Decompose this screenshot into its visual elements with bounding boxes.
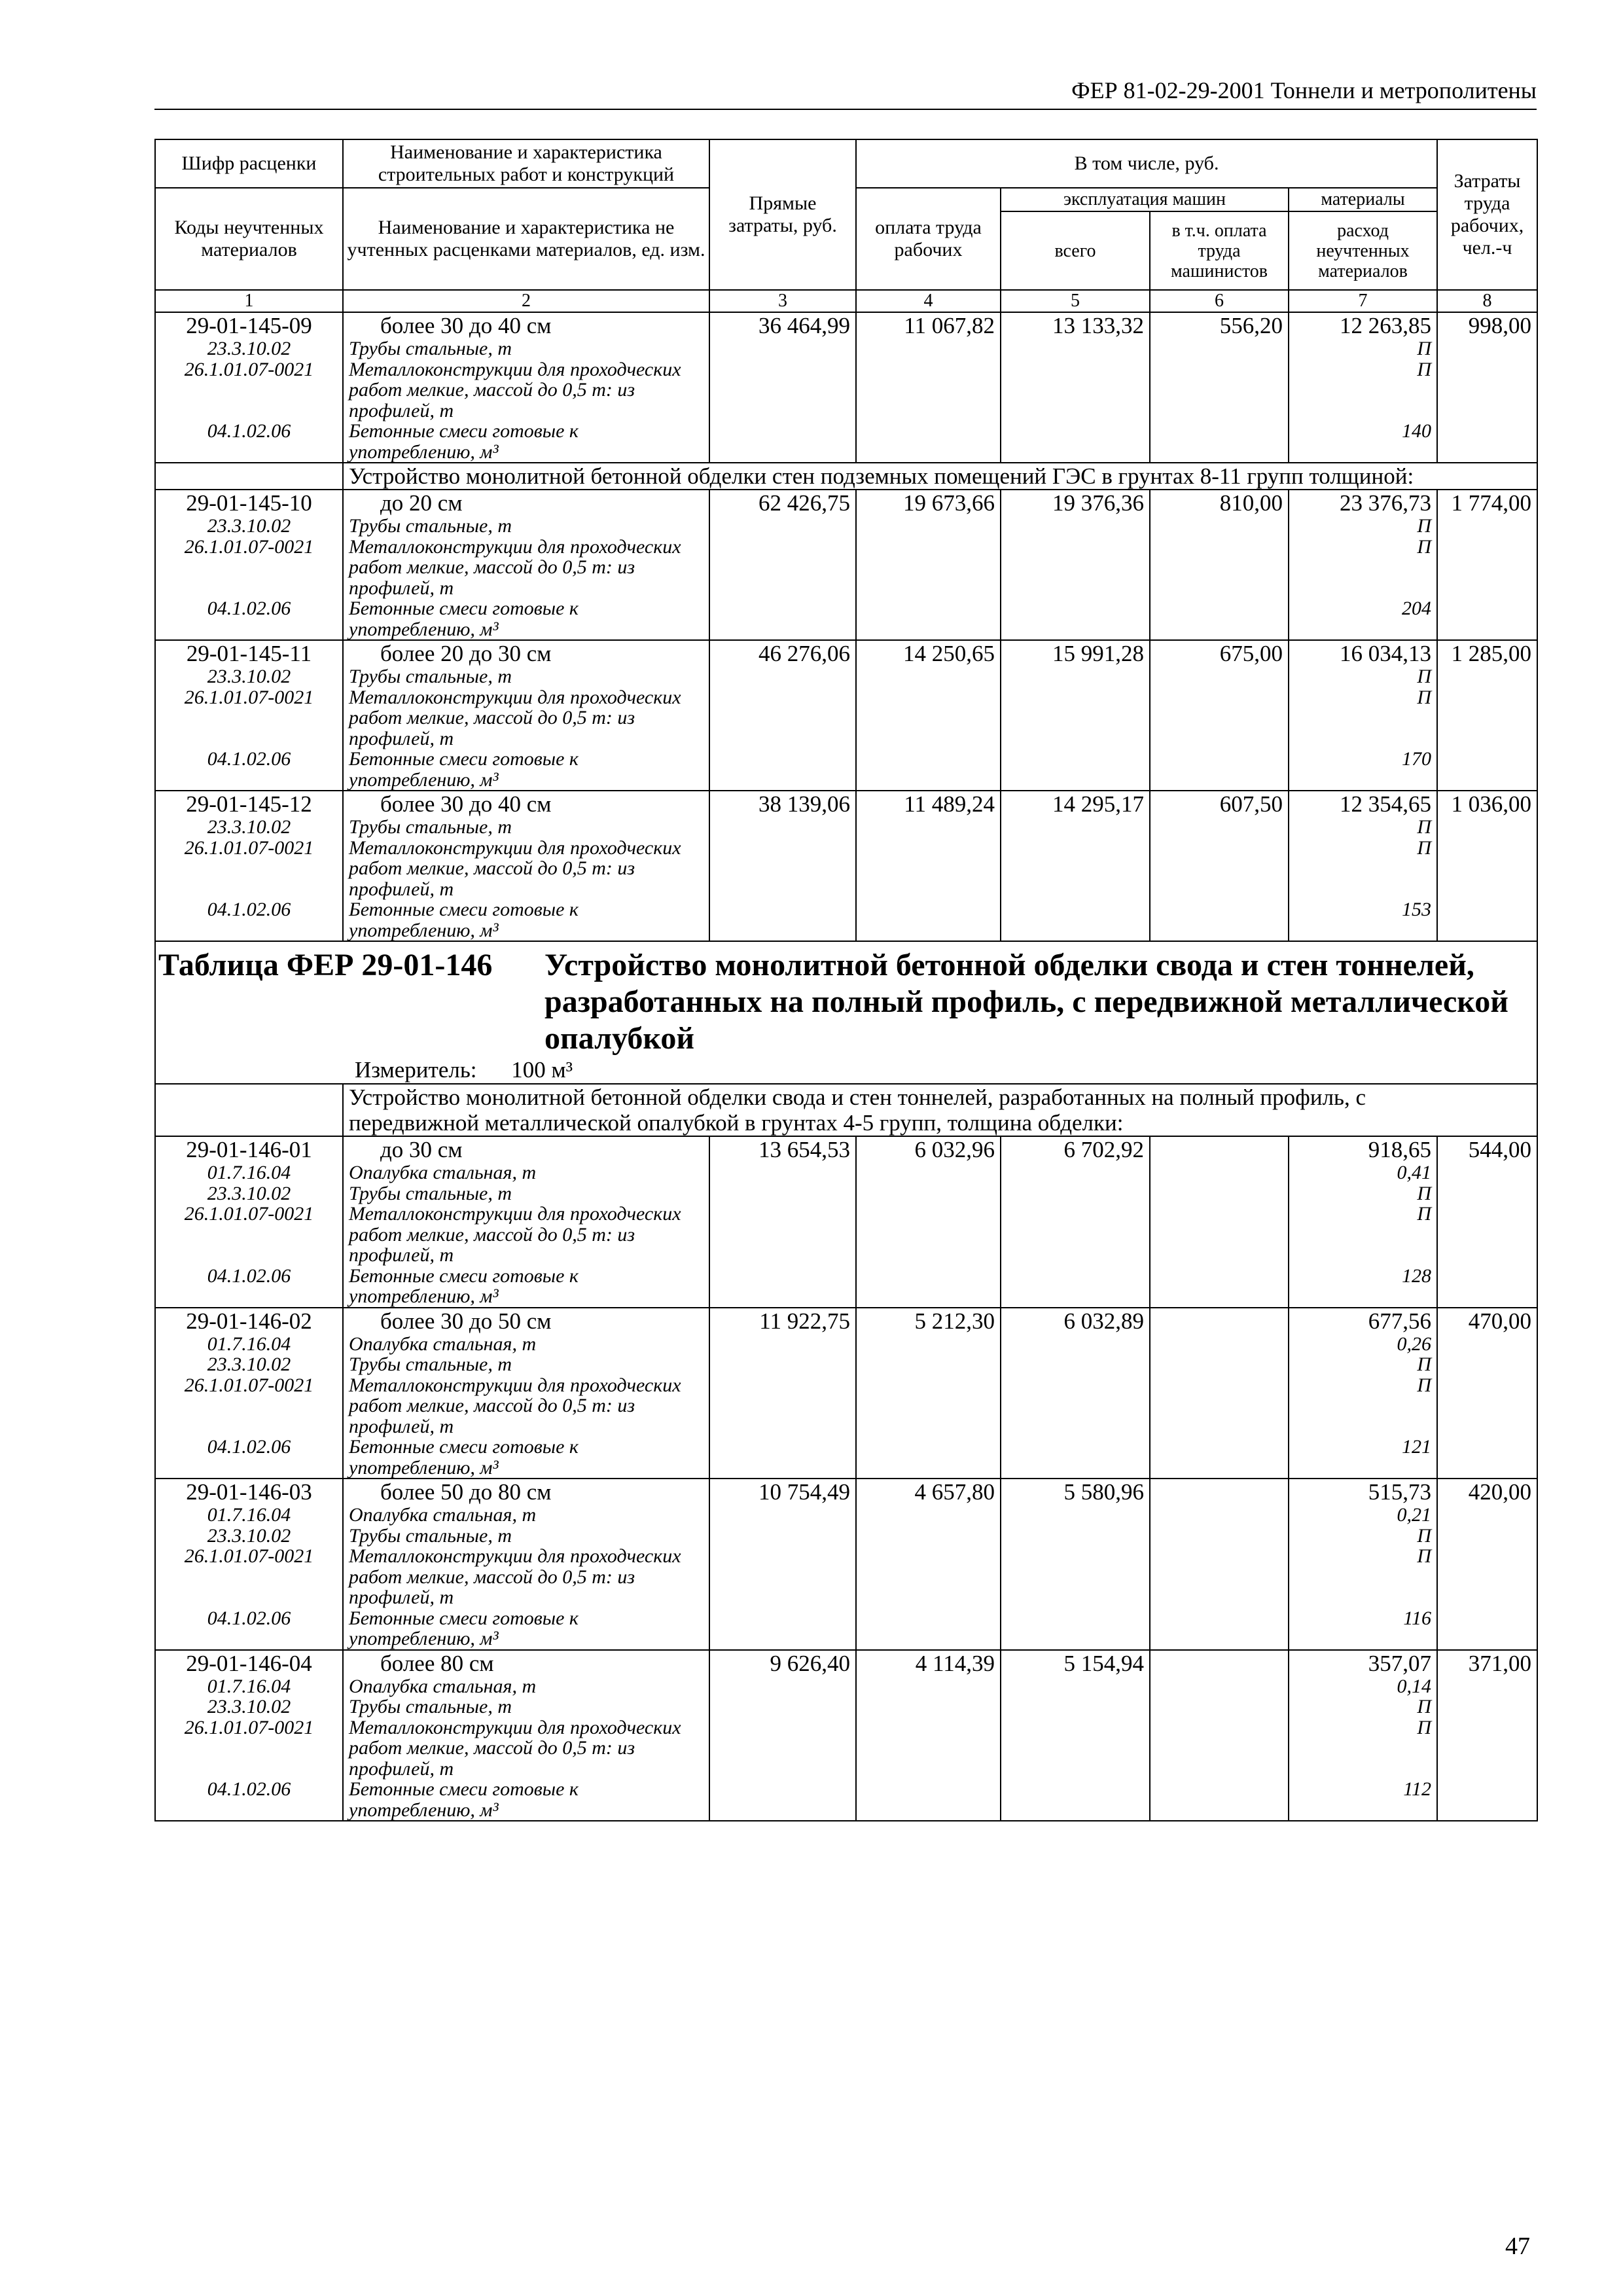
materials-cost: 918,65: [1368, 1137, 1432, 1162]
table-row: [155, 640, 1537, 791]
labor-pay: 5 212,30: [856, 1308, 1001, 1479]
labor-pay: 4 657,80: [856, 1479, 1001, 1650]
direct-cost: 13 654,53: [709, 1136, 856, 1308]
material-name: Бетонные смеси готовые к употреблению, м³: [349, 598, 579, 640]
rate-code: 29-01-145-11: [186, 641, 312, 666]
work-name: более 20 до 30 см: [380, 641, 552, 666]
header-row-1: [155, 139, 1537, 188]
material-name: Бетонные смеси готовые к употреблению, м³: [349, 1778, 579, 1821]
material-code: 04.1.02.06: [207, 420, 291, 442]
work-name: более 30 до 40 см: [380, 791, 552, 817]
machinists-pay: 607,50: [1150, 791, 1289, 941]
rate-code: 29-01-145-10: [186, 490, 312, 516]
col-materials: [1289, 188, 1437, 290]
machines-total: 15 991,28: [1001, 640, 1150, 791]
material-usage: 0,41: [1397, 1162, 1432, 1183]
colnum-5: 5: [1001, 290, 1150, 312]
labor-hours: 998,00: [1437, 312, 1537, 463]
material-name: Трубы стальные, т: [349, 666, 512, 687]
col-materials-label: материалы: [1289, 188, 1436, 212]
table-title-row: [155, 941, 1537, 1084]
work-name: более 50 до 80 см: [380, 1479, 552, 1505]
direct-cost: 11 922,75: [709, 1308, 856, 1479]
col-machines: [1001, 188, 1289, 290]
running-header: [154, 77, 1537, 110]
col-name-materials: Наименование и характеристика не учтенных расценками материалов, ед. изм.: [343, 188, 709, 290]
machines-total: 14 295,17: [1001, 791, 1150, 941]
labor-hours: 1 285,00: [1437, 640, 1537, 791]
material-code: 04.1.02.06: [207, 899, 291, 920]
material-code: 04.1.02.06: [207, 748, 291, 770]
material-usage: П: [1417, 686, 1432, 708]
direct-cost: 38 139,06: [709, 791, 856, 941]
materials-cost: 16 034,13: [1340, 641, 1432, 666]
machinists-pay: [1150, 1136, 1289, 1308]
machines-total: 6 702,92: [1001, 1136, 1150, 1308]
material-usage: П: [1417, 515, 1432, 537]
material-usage: П: [1417, 1374, 1432, 1396]
col-labor-pay: оплата труда рабочих: [856, 188, 1001, 290]
work-name: более 30 до 40 см: [380, 313, 552, 338]
table-row: [155, 1650, 1537, 1821]
direct-cost: 36 464,99: [709, 312, 856, 463]
direct-cost: 9 626,40: [709, 1650, 856, 1821]
col-labor-cost: Затраты труда рабочих, чел.-ч: [1437, 139, 1537, 290]
material-usage: П: [1417, 816, 1432, 838]
material-name: Металлоконструкции для проходческих работ мелкие, массой до 0,5 т: из профилей, т: [349, 1545, 681, 1608]
labor-pay: 4 114,39: [856, 1650, 1001, 1821]
measure: [158, 1057, 1534, 1083]
material-code: 26.1.01.07-0021: [184, 686, 314, 708]
material-usage: 116: [1403, 1607, 1432, 1629]
labor-hours: 1 774,00: [1437, 490, 1537, 640]
material-usage: 121: [1402, 1436, 1432, 1458]
labor-hours: 470,00: [1437, 1308, 1537, 1479]
material-code: 26.1.01.07-0021: [184, 535, 314, 558]
materials-cost: 677,56: [1368, 1308, 1432, 1334]
material-name: Бетонные смеси готовые к употреблению, м³: [349, 1607, 579, 1649]
measure-value: 100 м³: [511, 1057, 573, 1083]
material-code: 26.1.01.07-0021: [184, 836, 314, 859]
material-name: Металлоконструкции для проходческих работ мелкие, массой до 0,5 т: из профилей, т: [349, 686, 681, 749]
material-usage: 0,14: [1397, 1675, 1432, 1697]
colnum-1: 1: [155, 290, 343, 312]
materials-cost: 12 263,85: [1340, 313, 1432, 338]
labor-hours: 544,00: [1437, 1136, 1537, 1308]
machines-total: 6 032,89: [1001, 1308, 1150, 1479]
section-heading-row: [155, 463, 1537, 490]
material-code: 04.1.02.06: [207, 1265, 291, 1287]
col-machinists: в т.ч. оплата труда машинистов: [1171, 220, 1268, 281]
material-name: Трубы стальные, т: [349, 1354, 512, 1375]
material-name: Металлоконструкции для проходческих работ мелкие, массой до 0,5 т: из профилей, т: [349, 358, 681, 422]
col-cipher: Шифр расценки: [155, 139, 343, 188]
section-heading: Устройство монолитной бетонной обделки стен подземных помещений ГЭС в грунтах 8-11 групп толщиной:: [343, 463, 1537, 490]
labor-hours: 1 036,00: [1437, 791, 1537, 941]
rate-code: 29-01-146-01: [186, 1137, 312, 1162]
material-name: Бетонные смеси готовые к употреблению, м³: [349, 420, 579, 463]
material-usage: П: [1417, 1716, 1432, 1738]
material-usage: 112: [1403, 1778, 1432, 1800]
material-usage: 128: [1402, 1265, 1432, 1287]
material-code: 26.1.01.07-0021: [184, 1545, 314, 1567]
material-usage: П: [1417, 1182, 1432, 1204]
material-usage: 0,26: [1397, 1333, 1432, 1355]
material-name: Бетонные смеси готовые к употреблению, м³: [349, 1265, 579, 1307]
material-usage: 153: [1402, 899, 1432, 920]
col-machines-label: эксплуатация машин: [1001, 188, 1288, 212]
col-including: В том числе, руб.: [856, 139, 1437, 188]
table-row: [155, 312, 1537, 463]
table-number: Таблица ФЕР 29-01-146: [158, 948, 493, 982]
material-name: Бетонные смеси готовые к употреблению, м³: [349, 1436, 579, 1479]
col-mat-usage: расход неучтенных материалов: [1316, 220, 1410, 281]
colnum-6: 6: [1150, 290, 1289, 312]
rate-code: 29-01-145-09: [186, 313, 312, 338]
material-usage: П: [1417, 1203, 1432, 1225]
rate-code: 29-01-146-03: [186, 1479, 312, 1505]
materials-cost: 23 376,73: [1340, 490, 1432, 516]
material-code: 01.7.16.04: [207, 1333, 291, 1355]
material-code: 23.3.10.02: [207, 1524, 291, 1547]
machinists-pay: 675,00: [1150, 640, 1289, 791]
section-heading: Устройство монолитной бетонной обделки свода и стен тоннелей, разработанных на полный профиль, с передвижной металлической опалубкой в грунтах 4-5 групп, толщина обделки:: [343, 1084, 1537, 1136]
work-name: более 80 см: [380, 1650, 494, 1676]
material-name: Бетонные смеси готовые к употреблению, м³: [349, 899, 579, 941]
material-usage: 0,21: [1397, 1504, 1432, 1526]
material-name: Трубы стальные, т: [349, 1182, 512, 1204]
machines-total: 5 154,94: [1001, 1650, 1150, 1821]
machines-total: 5 580,96: [1001, 1479, 1150, 1650]
material-code: 04.1.02.06: [207, 1778, 291, 1800]
direct-cost: 62 426,75: [709, 490, 856, 640]
material-name: Металлоконструкции для проходческих работ мелкие, массой до 0,5 т: из профилей, т: [349, 535, 681, 599]
material-usage: П: [1417, 358, 1432, 380]
table-row: [155, 1479, 1537, 1650]
material-name: Трубы стальные, т: [349, 515, 512, 537]
table-row: [155, 1136, 1537, 1308]
direct-cost: 10 754,49: [709, 1479, 856, 1650]
material-code: 23.3.10.02: [207, 1696, 291, 1717]
rate-code: 29-01-145-12: [186, 791, 312, 817]
rate-code: 29-01-146-02: [186, 1308, 312, 1334]
material-usage: П: [1417, 535, 1432, 558]
material-usage: П: [1417, 1524, 1432, 1547]
machinists-pay: [1150, 1479, 1289, 1650]
material-name: Опалубка стальная, т: [349, 1504, 537, 1526]
material-name: Трубы стальные, т: [349, 1696, 512, 1717]
material-code: 26.1.01.07-0021: [184, 358, 314, 380]
material-code: 01.7.16.04: [207, 1504, 291, 1526]
material-code: 23.3.10.02: [207, 816, 291, 838]
material-name: Трубы стальные, т: [349, 338, 512, 359]
labor-pay: 11 489,24: [856, 791, 1001, 941]
colnum-4: 4: [856, 290, 1001, 312]
machinists-pay: [1150, 1650, 1289, 1821]
material-name: Опалубка стальная, т: [349, 1675, 537, 1697]
material-code: 01.7.16.04: [207, 1162, 291, 1183]
materials-cost: 12 354,65: [1340, 791, 1432, 817]
material-name: Металлоконструкции для проходческих работ мелкие, массой до 0,5 т: из профилей, т: [349, 1716, 681, 1780]
material-name: Металлоконструкции для проходческих работ мелкие, массой до 0,5 т: из профилей, т: [349, 836, 681, 900]
colnum-3: 3: [709, 290, 856, 312]
material-usage: П: [1417, 338, 1432, 359]
material-name: Металлоконструкции для проходческих работ мелкие, массой до 0,5 т: из профилей, т: [349, 1203, 681, 1266]
material-code: 04.1.02.06: [207, 598, 291, 619]
labor-pay: 6 032,96: [856, 1136, 1001, 1308]
machines-total: 19 376,36: [1001, 490, 1150, 640]
material-usage: 140: [1402, 420, 1432, 442]
labor-pay: 19 673,66: [856, 490, 1001, 640]
work-name: до 20 см: [380, 490, 463, 516]
machinists-pay: 810,00: [1150, 490, 1289, 640]
material-usage: П: [1417, 1354, 1432, 1375]
rate-code: 29-01-146-04: [186, 1650, 312, 1676]
material-code: 26.1.01.07-0021: [184, 1203, 314, 1225]
col-direct: Прямые затраты, руб.: [709, 139, 856, 290]
material-code: 23.3.10.02: [207, 1182, 291, 1204]
column-numbers-row: [155, 290, 1537, 312]
table-row: [155, 791, 1537, 941]
material-name: Бетонные смеси готовые к употреблению, м³: [349, 748, 579, 791]
material-code: 23.3.10.02: [207, 515, 291, 537]
page-number: 47: [1505, 2233, 1530, 2260]
material-usage: 204: [1402, 598, 1432, 619]
material-name: Опалубка стальная, т: [349, 1333, 537, 1355]
material-usage: 170: [1402, 748, 1432, 770]
labor-pay: 11 067,82: [856, 312, 1001, 463]
material-name: Опалубка стальная, т: [349, 1162, 537, 1183]
material-code: 04.1.02.06: [207, 1607, 291, 1629]
table-title: Устройство монолитной бетонной обделки свода и стен тоннелей, разработанных на полный профиль, с передвижной металлической опалубкой: [544, 948, 1508, 1056]
material-name: Трубы стальные, т: [349, 816, 512, 838]
material-code: 04.1.02.06: [207, 1436, 291, 1458]
machinists-pay: 556,20: [1150, 312, 1289, 463]
materials-cost: 357,07: [1368, 1650, 1432, 1676]
material-usage: П: [1417, 1696, 1432, 1717]
table-row: [155, 1308, 1537, 1479]
material-name: Металлоконструкции для проходческих работ мелкие, массой до 0,5 т: из профилей, т: [349, 1374, 681, 1437]
material-usage: П: [1417, 666, 1432, 687]
materials-cost: 515,73: [1368, 1479, 1432, 1505]
section-heading-row: [155, 1084, 1537, 1136]
colnum-8: 8: [1437, 290, 1537, 312]
direct-cost: 46 276,06: [709, 640, 856, 791]
colnum-7: 7: [1289, 290, 1437, 312]
material-code: 01.7.16.04: [207, 1675, 291, 1697]
machines-total: 13 133,32: [1001, 312, 1150, 463]
work-name: более 30 до 50 см: [380, 1308, 552, 1334]
table-row: [155, 490, 1537, 640]
material-code: 26.1.01.07-0021: [184, 1716, 314, 1738]
colnum-2: 2: [343, 290, 709, 312]
labor-hours: 420,00: [1437, 1479, 1537, 1650]
labor-pay: 14 250,65: [856, 640, 1001, 791]
material-code: 23.3.10.02: [207, 338, 291, 359]
col-machines-total: всего: [1001, 212, 1150, 289]
rates-table: [154, 139, 1538, 1821]
running-header-title: ФЕР 81-02-29-2001 Тоннели и метрополитены: [1071, 77, 1537, 103]
col-name: Наименование и характеристика строительных работ и конструкций: [343, 139, 709, 188]
material-code: 26.1.01.07-0021: [184, 1374, 314, 1396]
col-codes: Коды неучтенных материалов: [155, 188, 343, 290]
machinists-pay: [1150, 1308, 1289, 1479]
material-usage: П: [1417, 1545, 1432, 1567]
material-usage: П: [1417, 836, 1432, 859]
measure-label: Измеритель:: [355, 1057, 477, 1083]
work-name: до 30 см: [380, 1137, 463, 1162]
labor-hours: 371,00: [1437, 1650, 1537, 1821]
material-name: Трубы стальные, т: [349, 1524, 512, 1547]
material-code: 23.3.10.02: [207, 666, 291, 687]
material-code: 23.3.10.02: [207, 1354, 291, 1375]
